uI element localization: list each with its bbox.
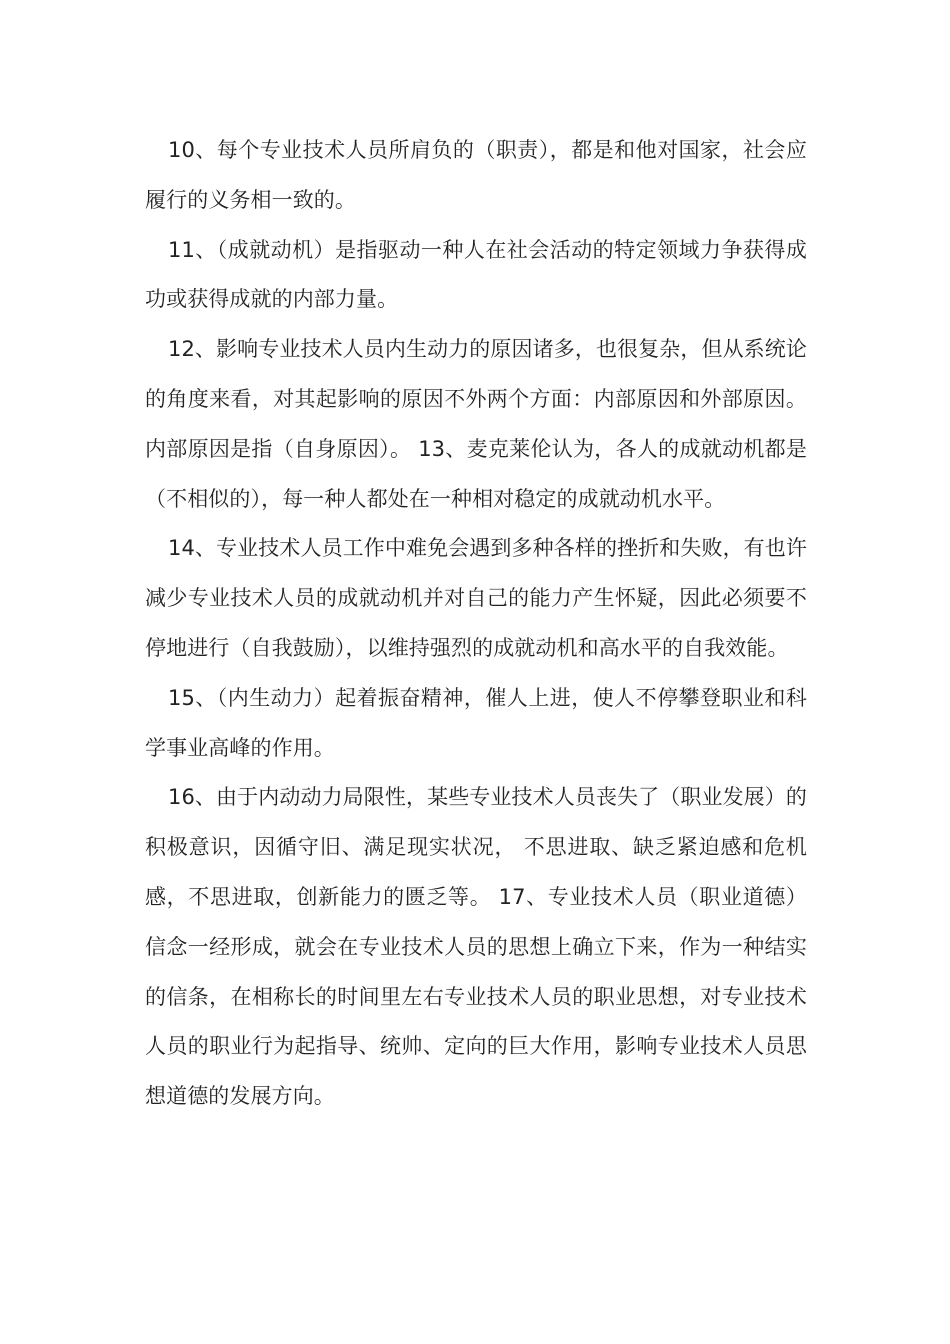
document-body (145, 126, 807, 1122)
paragraph-item-14: 14、专业技术人员工作中难免会遇到多种各样的挫折和失败，有也许减少专业技术人员的成就动机并对自己的能力产生怀疑，因此必须要不停地进行（自我鼓励），以维持强烈的成就动机和高水平的自我效能。 (145, 536, 807, 660)
paragraph-item-15: 15、（内生动力）起着振奋精神，催人上进，使人不停攀登职业和科学事业高峰的作用。 (145, 685, 807, 760)
paragraph-item-12-13: 12、影响专业技术人员内生动力的原因诸多，也很复杂，但从系统论的角度来看，对其起影响的原因不外两个方面：内部原因和外部原因。内部原因是指（自身原因）。 13、麦克莱伦认为，各人的成就动机都是（不相似的），每一种人都处在一种相对稳定的成就动机水平。 (145, 337, 807, 511)
paragraph-item-11: 11、（成就动机）是指驱动一种人在社会活动的特定领域力争获得成功或获得成就的内部力量。 (145, 237, 807, 312)
paragraph-item-16-17: 16、由于内动动力局限性，某些专业技术人员丧失了（职业发展）的积极意识，因循守旧、满足现实状况， 不思进取、缺乏紧迫感和危机感，不思进取，创新能力的匮乏等。 17、专业技术人员（职业道德）信念一经形成，就会在专业技术人员的思想上确立下来，作为一种结实的信条，在相称长的时间里左右专业技术人员的职业思想，对专业技术人员的职业行为起指导、统帅、定向的巨大作用，影响专业技术人员思想道德的发展方向。 (145, 785, 807, 1109)
paragraph-item-10: 10、每个专业技术人员所肩负的（职责），都是和他对国家，社会应履行的义务相一致的。 (145, 138, 807, 212)
